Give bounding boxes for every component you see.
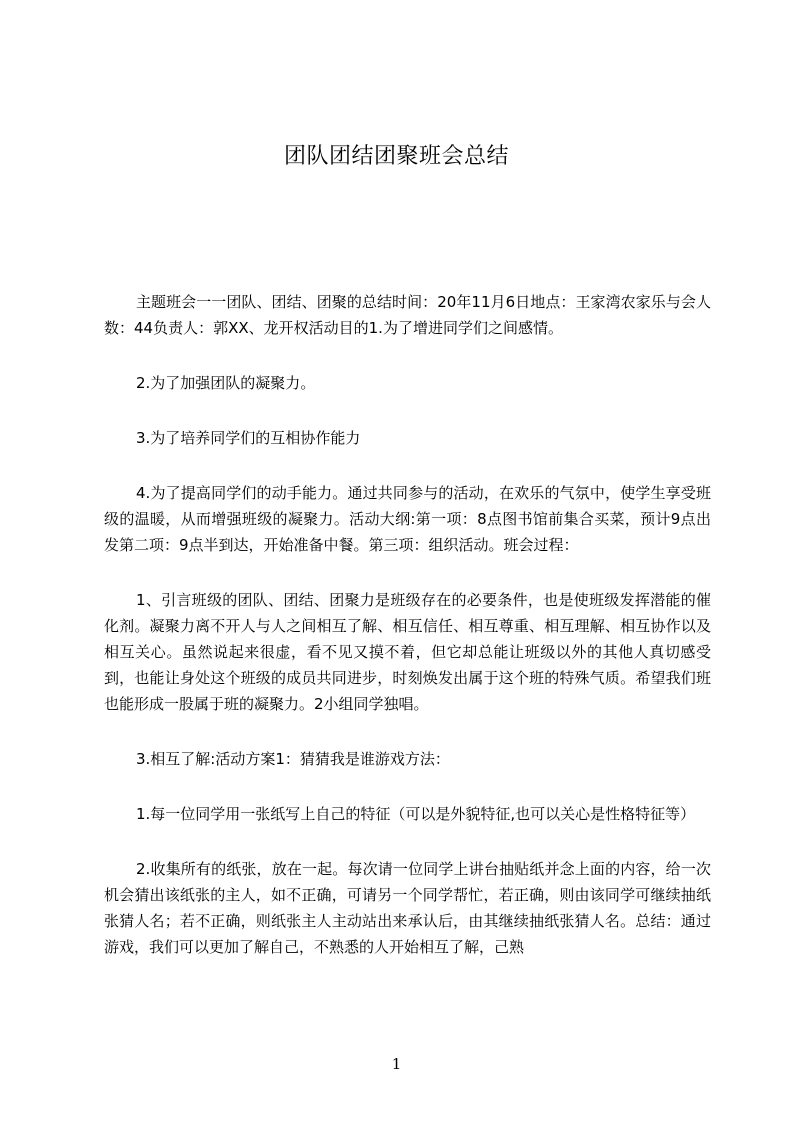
paragraph: 主题班会一一团队、团结、团聚的总结时间：20年11月6日地点：王家湾农家乐与会人数：44负责人：郭XX、龙开权活动目的1.为了增进同学们之间感情。	[104, 293, 711, 337]
paragraph: 1、引言班级的团队、团结、团聚力是班级存在的必要条件，也是使班级发挥潜能的催化剂。凝聚力离不开人与人之间相互了解、相互信任、相互尊重、相互理解、相互协作以及相互关心。虽然说起来很虚，看不见又摸不着，但它却总能让班级以外的其他人真切感受到，也能让身处这个班级的成员共同进步，时刻焕发出属于这个班的特殊气质。希望我们班也能形成一股属于班的凝聚力。2小组同学独唱。	[104, 591, 711, 713]
document-title: 团队团结团聚班会总结	[283, 144, 509, 169]
paragraph: 2.为了加强团队的凝聚力。	[136, 374, 316, 392]
document-body	[104, 289, 711, 989]
paragraph: 3.相互了解:活动方案1：猜猜我是谁游戏方法：	[136, 750, 450, 768]
paragraph: 3.为了培养同学们的互相协作能力	[136, 429, 361, 447]
page-number: 1	[391, 1055, 402, 1073]
paragraph: 4.为了提高同学们的动手能力。通过共同参与的活动，在欢乐的气氛中，使学生享受班级的温暖，从而增强班级的凝聚力。活动大纲:第一项：8点图书馆前集合买菜，预计9点出发第二项：9点半到达，开始准备中餐。第三项：组织活动。班会过程：	[104, 484, 711, 554]
paragraph: 2.收集所有的纸张，放在一起。每次请一位同学上讲台抽贴纸并念上面的内容，给一次机会猜出该纸张的主人，如不正确，可请另一个同学帮忙，若正确，则由该同学可继续抽纸张猜人名；若不正确，则纸张主人主动站出来承认后，由其继续抽纸张猜人名。总结：通过游戏，我们可以更加了解自己，不熟悉的人开始相互了解，己熟	[104, 860, 711, 956]
paragraph: 1.每一位同学用一张纸写上自己的特征（可以是外貌特征,也可以关心是性格特征等）	[136, 805, 696, 823]
